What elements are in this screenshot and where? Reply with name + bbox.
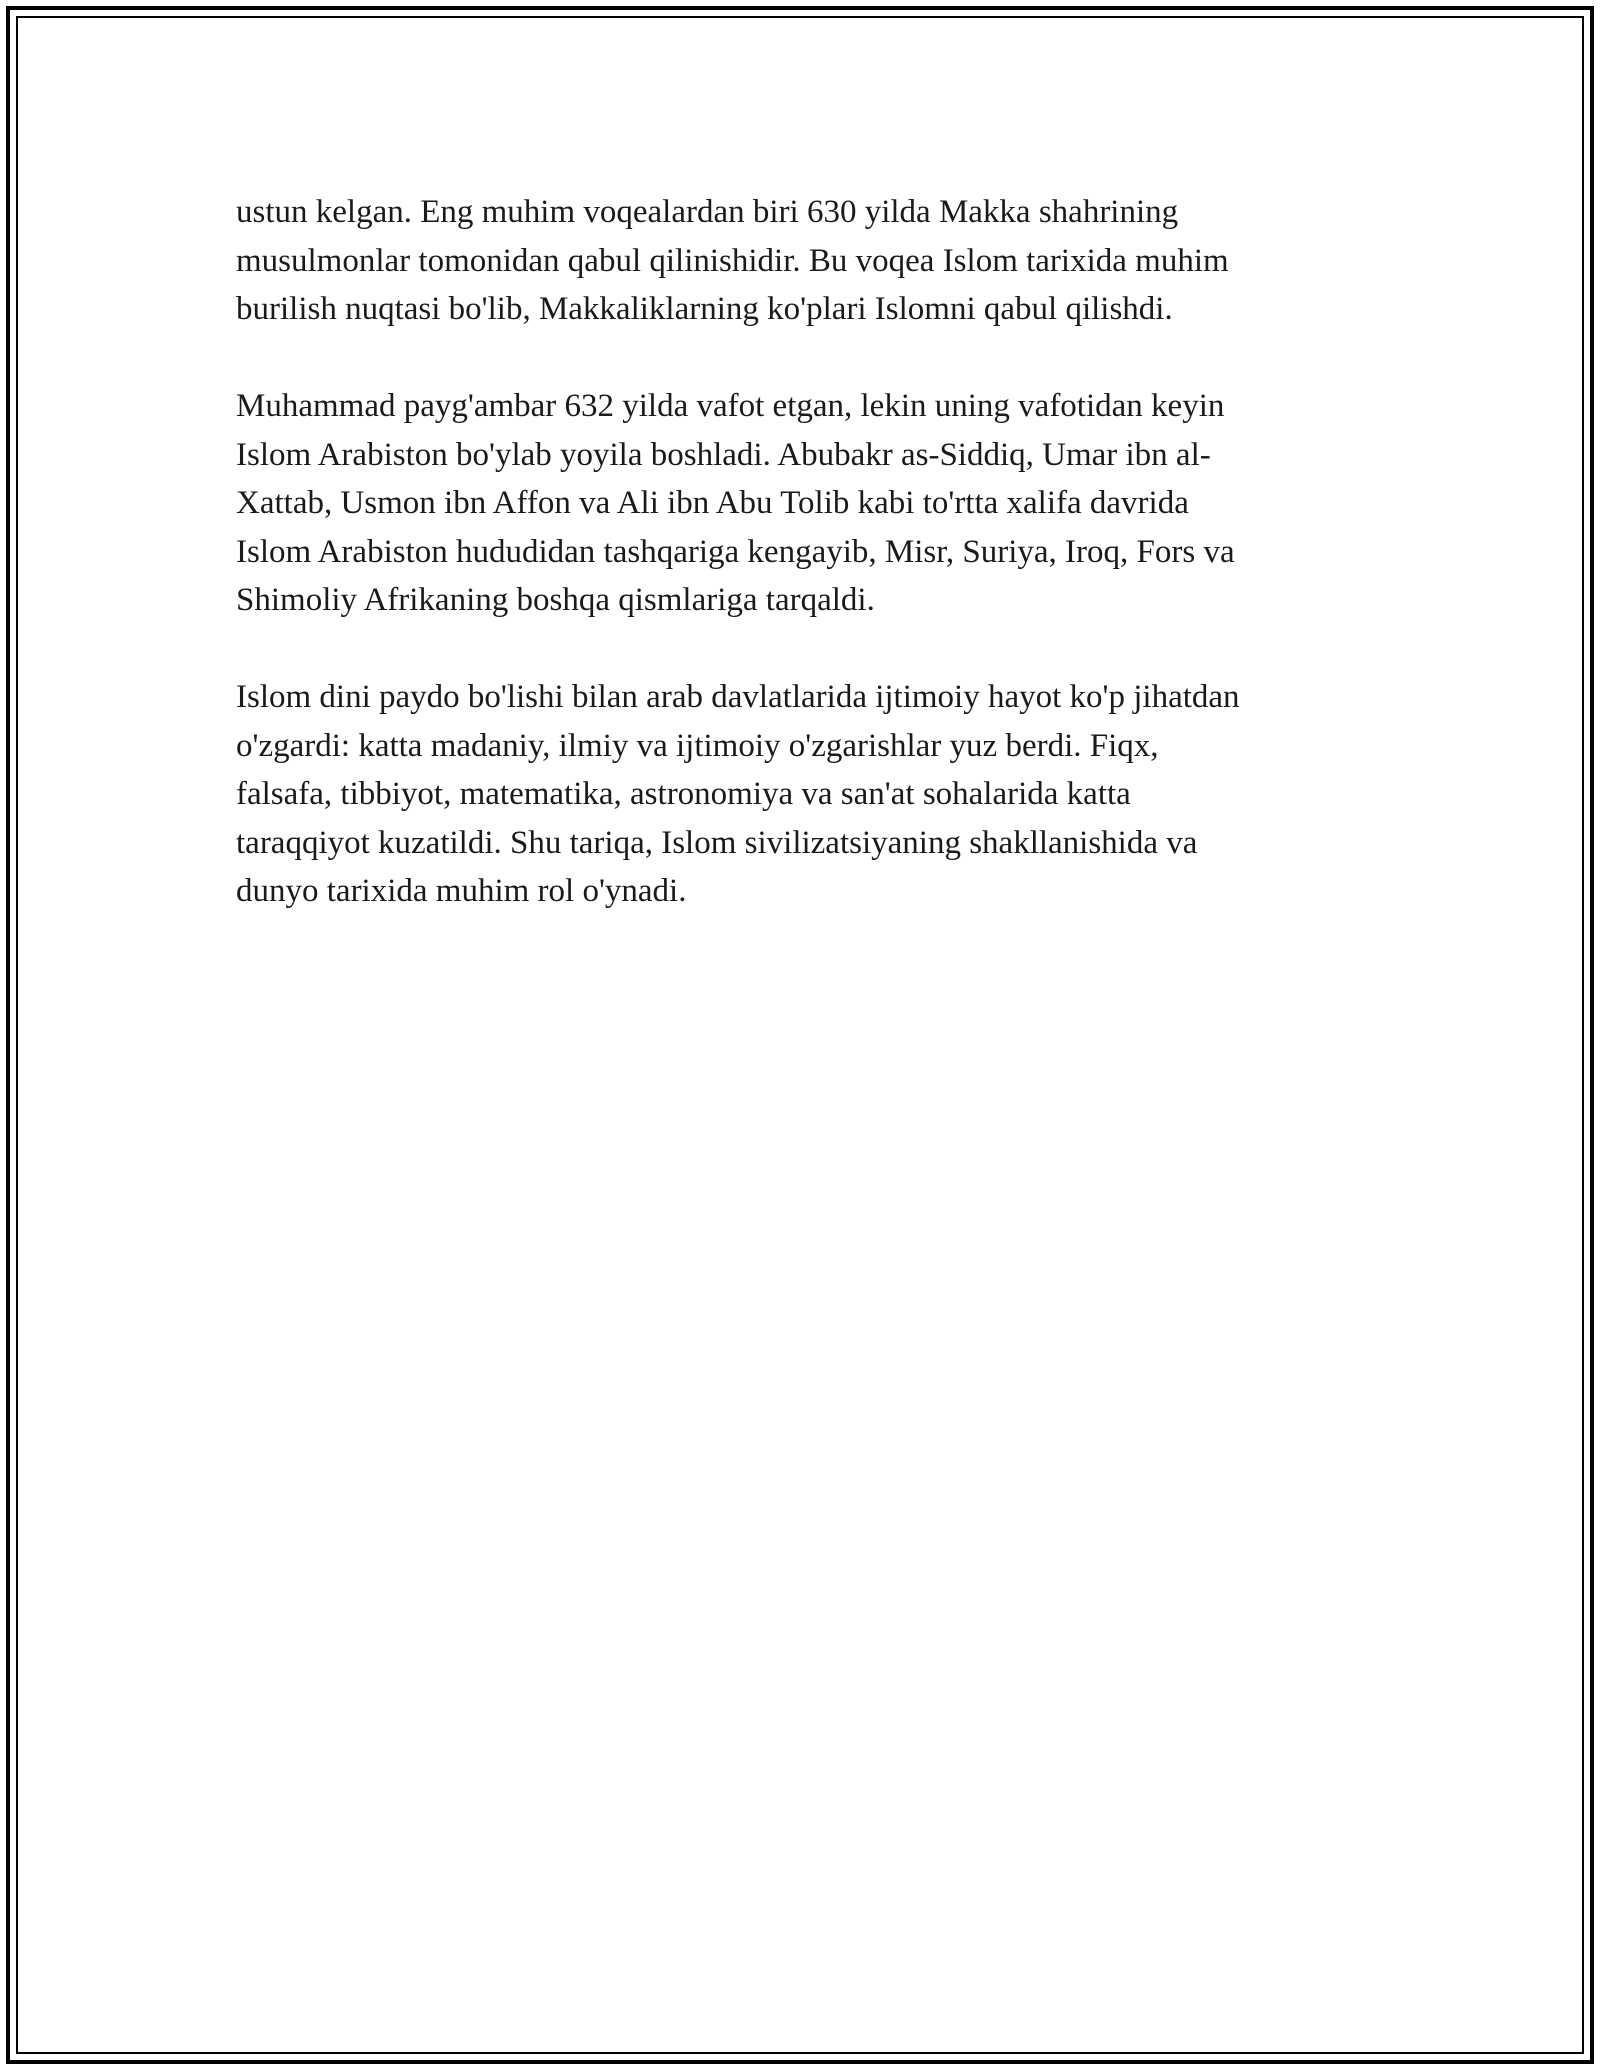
document-body: [236, 188, 1366, 964]
paragraph-3: Islom dini paydo bo'lishi bilan arab davlatlarida ijtimoiy hayot ko'p jihatdan o'zgardi: katta madaniy, ilmiy va ijtimoiy o'zgarishlar yuz berdi. Fiqx, falsafa, tibbiyot, matematika, astronomiya va san'at sohalarida katta taraqqiyot kuzatildi. Shu tariqa, Islom sivilizatsiyaning shakllanishida va dunyo tarixida muhim rol o'ynadi.: [236, 679, 1240, 909]
paragraph-2: Muhammad payg'ambar 632 yilda vafot etgan, lekin uning vafotidan keyin Islom Arabiston bo'ylab yoyila boshladi. Abubakr as-Siddiq, Umar ibn al- Xattab, Usmon ibn Affon va Ali ibn Abu Tolib kabi to'rtta xalifa davrida Islom Arabiston hududidan tashqariga kengayib, Misr, Suriya, Iroq, Fors va Shimoliy Afrikaning boshqa qismlariga tarqaldi.: [236, 388, 1235, 618]
paragraph-1: ustun kelgan. Eng muhim voqealardan biri 630 yilda Makka shahrining musulmonlar tomonidan qabul qilinishidir. Bu voqea Islom tarixida muhim burilish nuqtasi bo'lib, Makkaliklarning ko'plari Islomni qabul qilishdi.: [236, 194, 1229, 327]
